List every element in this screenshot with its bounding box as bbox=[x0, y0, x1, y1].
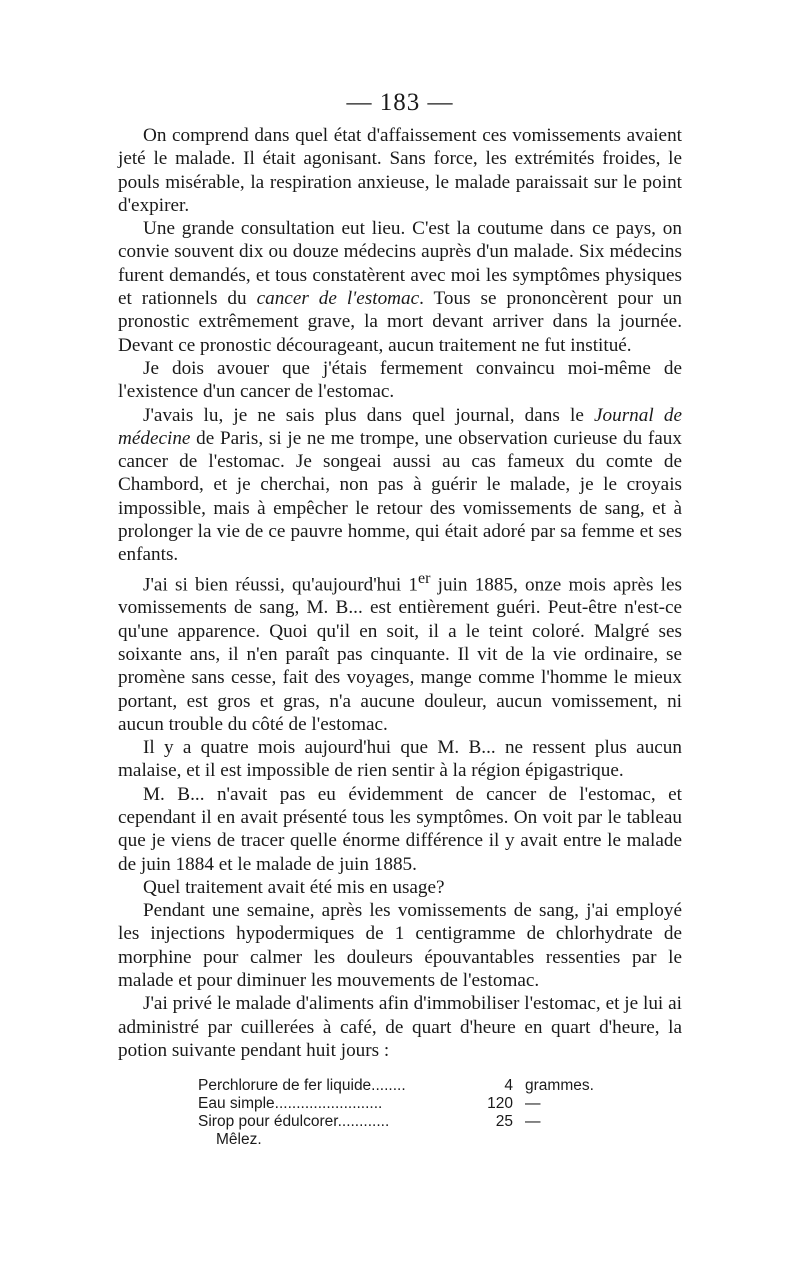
ingredient-quantity: 4 bbox=[504, 1077, 513, 1094]
ingredient-unit: — bbox=[525, 1113, 541, 1130]
italic-text: cancer de l'estomac bbox=[256, 288, 420, 310]
paragraph bbox=[118, 404, 682, 567]
paragraph bbox=[118, 992, 682, 1062]
paragraph bbox=[118, 899, 682, 992]
text-run: Il y a quatre mois aujourd'hui que M. B... ne ressent plus aucun malaise, et il est impossible de rien sentir à la région épigastrique. bbox=[118, 737, 682, 782]
superscript-text: er bbox=[418, 569, 431, 587]
ingredient-name: Eau simple......................... bbox=[198, 1095, 383, 1112]
ingredient-unit: grammes. bbox=[525, 1077, 594, 1094]
book-page bbox=[118, 88, 682, 1062]
text-run: de Paris, si je ne me trompe, une observation curieuse du faux cancer de l'estomac. Je songeai aussi au cas fameux du comte de Chambord, et je cherchai, non pas à guérir le malade, je le croyais impossible, mais à empêcher le retour des vomissements de sang, et à prolonger la vie de ce pauvre homme, qui était adoré par sa femme et ses enfants. bbox=[118, 427, 682, 566]
prescription-row bbox=[198, 1077, 618, 1095]
text-run: J'avais lu, je ne sais plus dans quel journal, dans le bbox=[143, 404, 595, 426]
paragraph bbox=[118, 876, 682, 899]
paragraph bbox=[118, 736, 682, 783]
prescription-row bbox=[198, 1095, 618, 1113]
text-run: juin 1885, onze mois après les vomissements de sang, M. B... est entièrement guéri. Peut-être n'est-ce qu'une apparence. Quoi qu'il en soit, il a le teint coloré. Malgré ses soixante ans, il n'en paraît pas cinquante. Il vit de la vie ordinaire, se promène sans cesse, fait des voyages, mange comme l'homme le mieux portant, est gros et gras, n'a aucune douleur, aucun vomissement, ni aucun trouble du côté de l'estomac. bbox=[118, 574, 682, 735]
text-run: Quel traitement avait été mis en usage? bbox=[143, 876, 445, 898]
text-run: . Tous se prononcèrent pour un pronostic extrêmement grave, la mort devant arriver dans la journée. Devant ce pronostic décourageant, aucun traitement ne fut institué. bbox=[118, 288, 682, 356]
italic-text: Journal de médecine bbox=[118, 404, 682, 449]
text-run: Une grande consultation eut lieu. C'est la coutume dans ce pays, on convie souvent dix ou douze médecins auprès d'un malade. Six médecins furent demandés, et tous constatèrent avec moi les symptômes physiques et rationnels du bbox=[118, 218, 682, 310]
text-run: M. B... n'avait pas eu évidemment de cancer de l'estomac, et cependant il en avait présenté tous les symptômes. On voit par le tableau que je viens de tracer quelle énorme différence il y avait entre le malade de juin 1884 et le malade de juin 1885. bbox=[118, 783, 682, 875]
ingredient-unit: — bbox=[525, 1095, 541, 1112]
text-run: J'ai si bien réussi, qu'aujourd'hui 1 bbox=[143, 574, 418, 596]
prescription-table bbox=[198, 1077, 618, 1149]
paragraph bbox=[118, 783, 682, 876]
body-text bbox=[118, 124, 682, 1062]
prescription-row bbox=[198, 1113, 618, 1131]
prescription-note-row bbox=[198, 1131, 618, 1149]
paragraph bbox=[118, 567, 682, 736]
text-run: On comprend dans quel état d'affaissement ces vomissements avaient jeté le malade. Il était agonisant. Sans force, les extrémités froides, le pouls misérable, la respiration anxieuse, le malade paraissait sur le point d'expirer. bbox=[118, 125, 682, 216]
ingredient-name: Perchlorure de fer liquide........ bbox=[198, 1077, 406, 1094]
text-run: Pendant une semaine, après les vomissements de sang, j'ai employé les injections hypodermiques de 1 centigramme de chlorhydrate de morphine pour calmer les douleurs épouvantables ressenties par le malade et pour diminuer les mouvements de l'estomac. bbox=[118, 900, 682, 992]
ingredient-quantity: 120 bbox=[487, 1095, 513, 1112]
prescription-note: Mêlez. bbox=[216, 1131, 262, 1148]
ingredient-quantity: 25 bbox=[495, 1113, 513, 1130]
paragraph bbox=[118, 357, 682, 404]
text-run: J'ai privé le malade d'aliments afin d'immobiliser l'estomac, et je lui ai administré par cuillerées à café, de quart d'heure en quart d'heure, la potion suivante pendant huit jours : bbox=[118, 993, 682, 1061]
paragraph bbox=[118, 217, 682, 357]
ingredient-name: Sirop pour édulcorer............ bbox=[198, 1113, 390, 1130]
page-number: — 183 — bbox=[346, 89, 454, 116]
paragraph bbox=[118, 124, 682, 217]
text-run: Je dois avouer que j'étais fermement convaincu moi-même de l'existence d'un cancer de l'estomac. bbox=[118, 357, 682, 403]
